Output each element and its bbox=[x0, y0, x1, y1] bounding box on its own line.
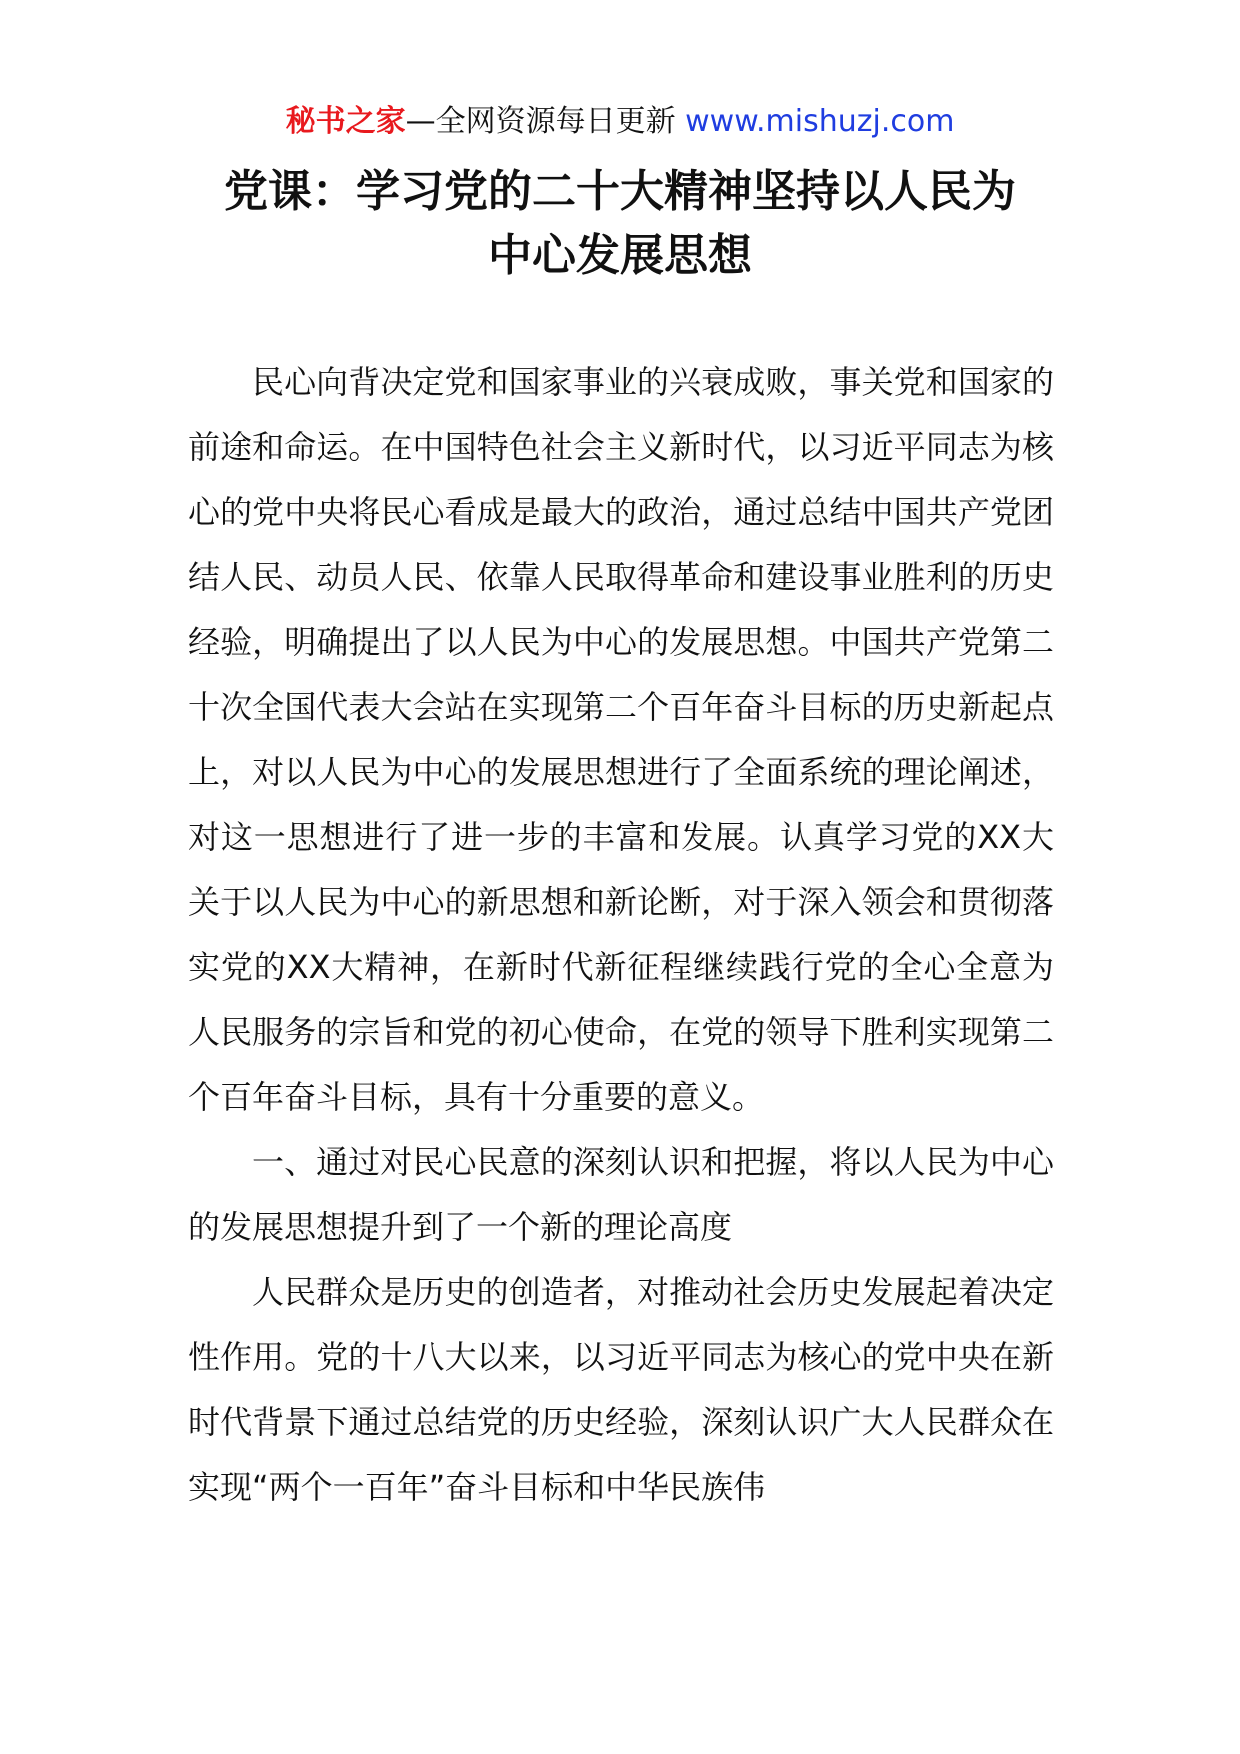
site-tagline: —全网资源每日更新 bbox=[405, 104, 676, 139]
document-title-line-2: 中心发展思想 bbox=[488, 230, 752, 281]
site-url-link[interactable]: www.mishuzj.com bbox=[685, 104, 955, 139]
site-header bbox=[0, 100, 1240, 144]
document-title-line-1: 党课：学习党的二十大精神坚持以人民为 bbox=[224, 166, 1016, 217]
document-title bbox=[170, 160, 1070, 288]
paragraph-intro: 民心向背决定党和国家事业的兴衰成败，事关党和国家的前途和命运。在中国特色社会主义新时代，以习近平同志为核心的党中央将民心看成是最大的政治，通过总结中国共产党团结人民、动员人民、依靠人民取得革命和建设事业胜利的历史经验，明确提出了以人民为中心的发展思想。中国共产党第二十次全国代表大会站在实现第二个百年奋斗目标的历史新起点上，对以人民为中心的发展思想进行了全面系统的理论阐述，对这一思想进行了进一步的丰富和发展。认真学习党的XX大关于以人民为中心的新思想和新论断，对于深入领会和贯彻落实党的XX大精神，在新时代新征程继续践行党的全心全意为人民服务的宗旨和党的初心使命，在党的领导下胜利实现第二个百年奋斗目标，具有十分重要的意义。 bbox=[188, 363, 1054, 1116]
document-body bbox=[188, 350, 1054, 1520]
site-brand: 秘书之家 bbox=[285, 104, 406, 139]
section-heading-1: 一、通过对民心民意的深刻认识和把握，将以人民为中心的发展思想提升到了一个新的理论高度 bbox=[188, 1143, 1054, 1246]
paragraph-section-1: 人民群众是历史的创造者，对推动社会历史发展起着决定性作用。党的十八大以来，以习近平同志为核心的党中央在新时代背景下通过总结党的历史经验，深刻认识广大人民群众在实现“两个一百年”奋斗目标和中华民族伟 bbox=[188, 1273, 1054, 1506]
